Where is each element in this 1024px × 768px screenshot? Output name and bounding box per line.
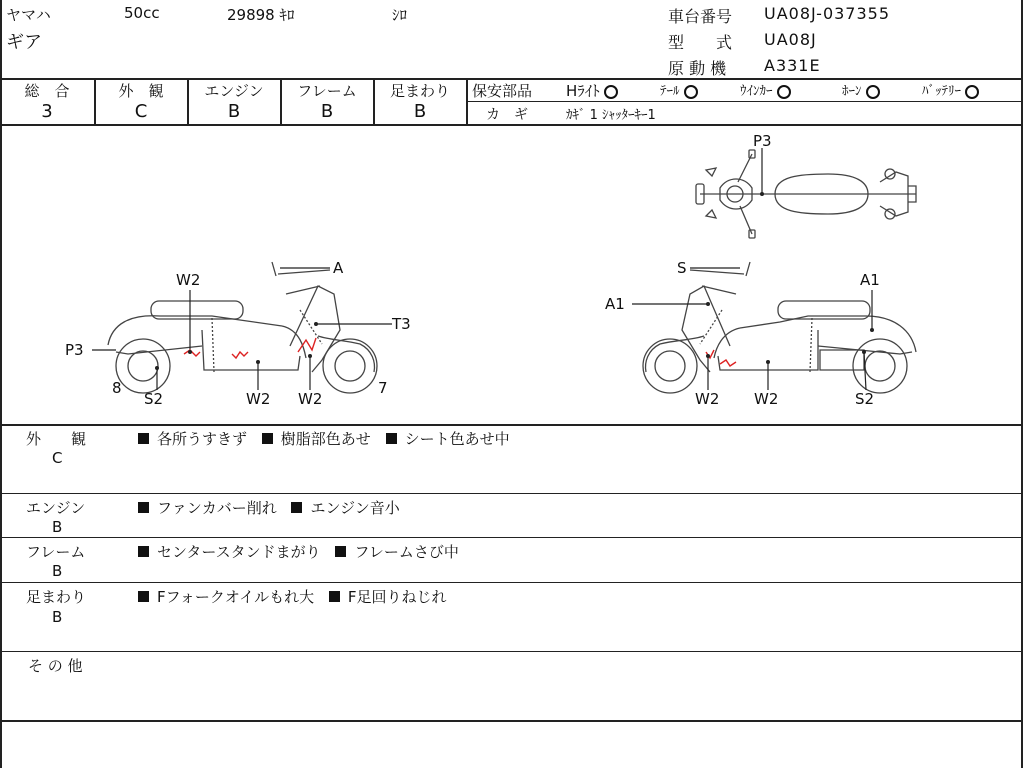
label-top-p3: P3 <box>753 132 772 150</box>
remark-frame-grade: B <box>52 562 63 580</box>
remark-frame-label: フレーム <box>26 543 86 561</box>
grade-engine-label: エンジン <box>204 82 264 100</box>
safety-battery-label: ﾊﾞｯﾃﾘｰ <box>922 84 961 99</box>
bullet-square-icon <box>138 591 149 602</box>
remark-other-label: そ の 他 <box>28 657 83 675</box>
label-left-w2-a: W2 <box>246 390 271 408</box>
remark-engine-grade: B <box>52 518 63 536</box>
remark-divider-3 <box>0 582 1023 583</box>
remark-item: センタースタンドまがり <box>157 543 321 561</box>
remark-divider-4 <box>0 651 1023 652</box>
label-left-w2-top: W2 <box>176 271 201 289</box>
remark-exterior-label: 外 観 <box>26 430 87 448</box>
label-right-a1-front: A1 <box>605 295 625 313</box>
label-left-8: 8 <box>112 379 122 397</box>
scooter-left-view-icon <box>108 262 377 393</box>
bullet-square-icon <box>335 546 346 557</box>
model-name: ギア <box>6 32 42 53</box>
bullet-square-icon <box>138 546 149 557</box>
diagram-bottom-line <box>0 424 1023 426</box>
bullet-square-icon <box>329 591 340 602</box>
label-right-s: S <box>677 259 687 277</box>
label-right-s2: S2 <box>855 390 875 408</box>
type-label: 型 式 <box>668 33 733 52</box>
remark-divider-1 <box>0 493 1023 494</box>
remark-exterior-grade: C <box>52 449 63 467</box>
grade-exterior-value: C <box>134 101 148 122</box>
remark-item: シート色あせ中 <box>404 430 510 448</box>
safety-tail-label: ﾃｰﾙ <box>660 84 680 99</box>
safety-tail <box>660 80 698 99</box>
frame-number-label: 車台番号 <box>668 7 733 26</box>
maker: ヤマハ <box>6 6 51 24</box>
mileage: 29898 ｷﾛ <box>227 6 295 24</box>
grade-frame-value: B <box>320 101 334 122</box>
bullet-square-icon <box>291 502 302 513</box>
bullet-square-icon <box>386 433 397 444</box>
remark-suspension-grade: B <box>52 608 63 626</box>
cc: 50cc <box>124 4 160 22</box>
engine-model-label: 原 動 機 <box>668 59 727 78</box>
grade-overall-value: 3 <box>41 101 53 122</box>
label-right-w2-a: W2 <box>695 390 720 408</box>
grade-frame-label: フレーム <box>297 82 357 100</box>
remark-exterior-items <box>138 428 520 449</box>
remark-item: ファンカバー削れ <box>157 499 277 517</box>
grade-suspension-value: B <box>413 101 427 122</box>
key-label: カ ギ <box>486 107 528 123</box>
key-value: ｶｷﾞ 1 ｼｬｯﾀｰｷｰ1 <box>566 108 656 123</box>
remark-item: フレームさび中 <box>354 543 459 561</box>
remark-divider-2 <box>0 537 1023 538</box>
remark-item: 各所うすきず <box>157 430 248 448</box>
damage-diagram <box>0 126 1022 424</box>
remark-divider-5 <box>0 720 1023 722</box>
grade-divider-5 <box>466 78 468 126</box>
safety-winker <box>740 80 791 99</box>
scooter-top-view-icon <box>696 150 916 238</box>
safety-headlight-label: Hﾗｲﾄ <box>566 82 600 100</box>
label-right-w2-b: W2 <box>754 390 779 408</box>
safety-mid-line <box>466 101 1023 102</box>
ok-circle-icon <box>777 85 791 99</box>
remark-frame-items <box>138 541 469 562</box>
remark-item: 樹脂部色あせ <box>280 430 371 448</box>
remark-item: Fフォークオイルもれ大 <box>157 588 315 606</box>
ok-circle-icon <box>604 85 618 99</box>
ok-circle-icon <box>866 85 880 99</box>
remark-engine-label: エンジン <box>26 499 86 517</box>
label-left-p3: P3 <box>65 341 84 359</box>
safety-horn-label: ﾎｰﾝ <box>842 84 862 99</box>
remark-item: F足回りねじれ <box>347 588 447 606</box>
safety-winker-label: ｳｲﾝｶｰ <box>740 84 773 99</box>
grade-engine-value: B <box>227 101 241 122</box>
remark-suspension-items <box>138 586 457 607</box>
color: ｼﾛ <box>392 6 408 24</box>
grade-exterior-label: 外 観 <box>118 82 164 100</box>
engine-model-value: A331E <box>764 56 821 75</box>
grade-suspension-label: 足まわり <box>389 82 450 100</box>
bullet-square-icon <box>138 433 149 444</box>
bullet-square-icon <box>262 433 273 444</box>
frame-number-value: UA08J-037355 <box>764 4 891 23</box>
label-left-w2-b: W2 <box>298 390 323 408</box>
label-left-7: 7 <box>378 379 388 397</box>
remark-engine-items <box>138 497 410 518</box>
safety-horn <box>842 80 880 99</box>
safety-label: 保安部品 <box>472 82 533 100</box>
remark-suspension-label: 足まわり <box>26 588 87 606</box>
label-left-a: A <box>333 259 344 277</box>
ok-circle-icon <box>684 85 698 99</box>
label-left-s2: S2 <box>144 390 164 408</box>
safety-battery <box>922 80 979 99</box>
remark-item: エンジン音小 <box>310 499 400 517</box>
safety-headlight <box>566 80 618 101</box>
bullet-square-icon <box>138 502 149 513</box>
grade-overall-label: 総 合 <box>24 82 70 100</box>
label-left-t3: T3 <box>392 315 411 333</box>
ok-circle-icon <box>965 85 979 99</box>
label-right-a1-rear: A1 <box>860 271 880 289</box>
type-value: UA08J <box>764 30 817 49</box>
